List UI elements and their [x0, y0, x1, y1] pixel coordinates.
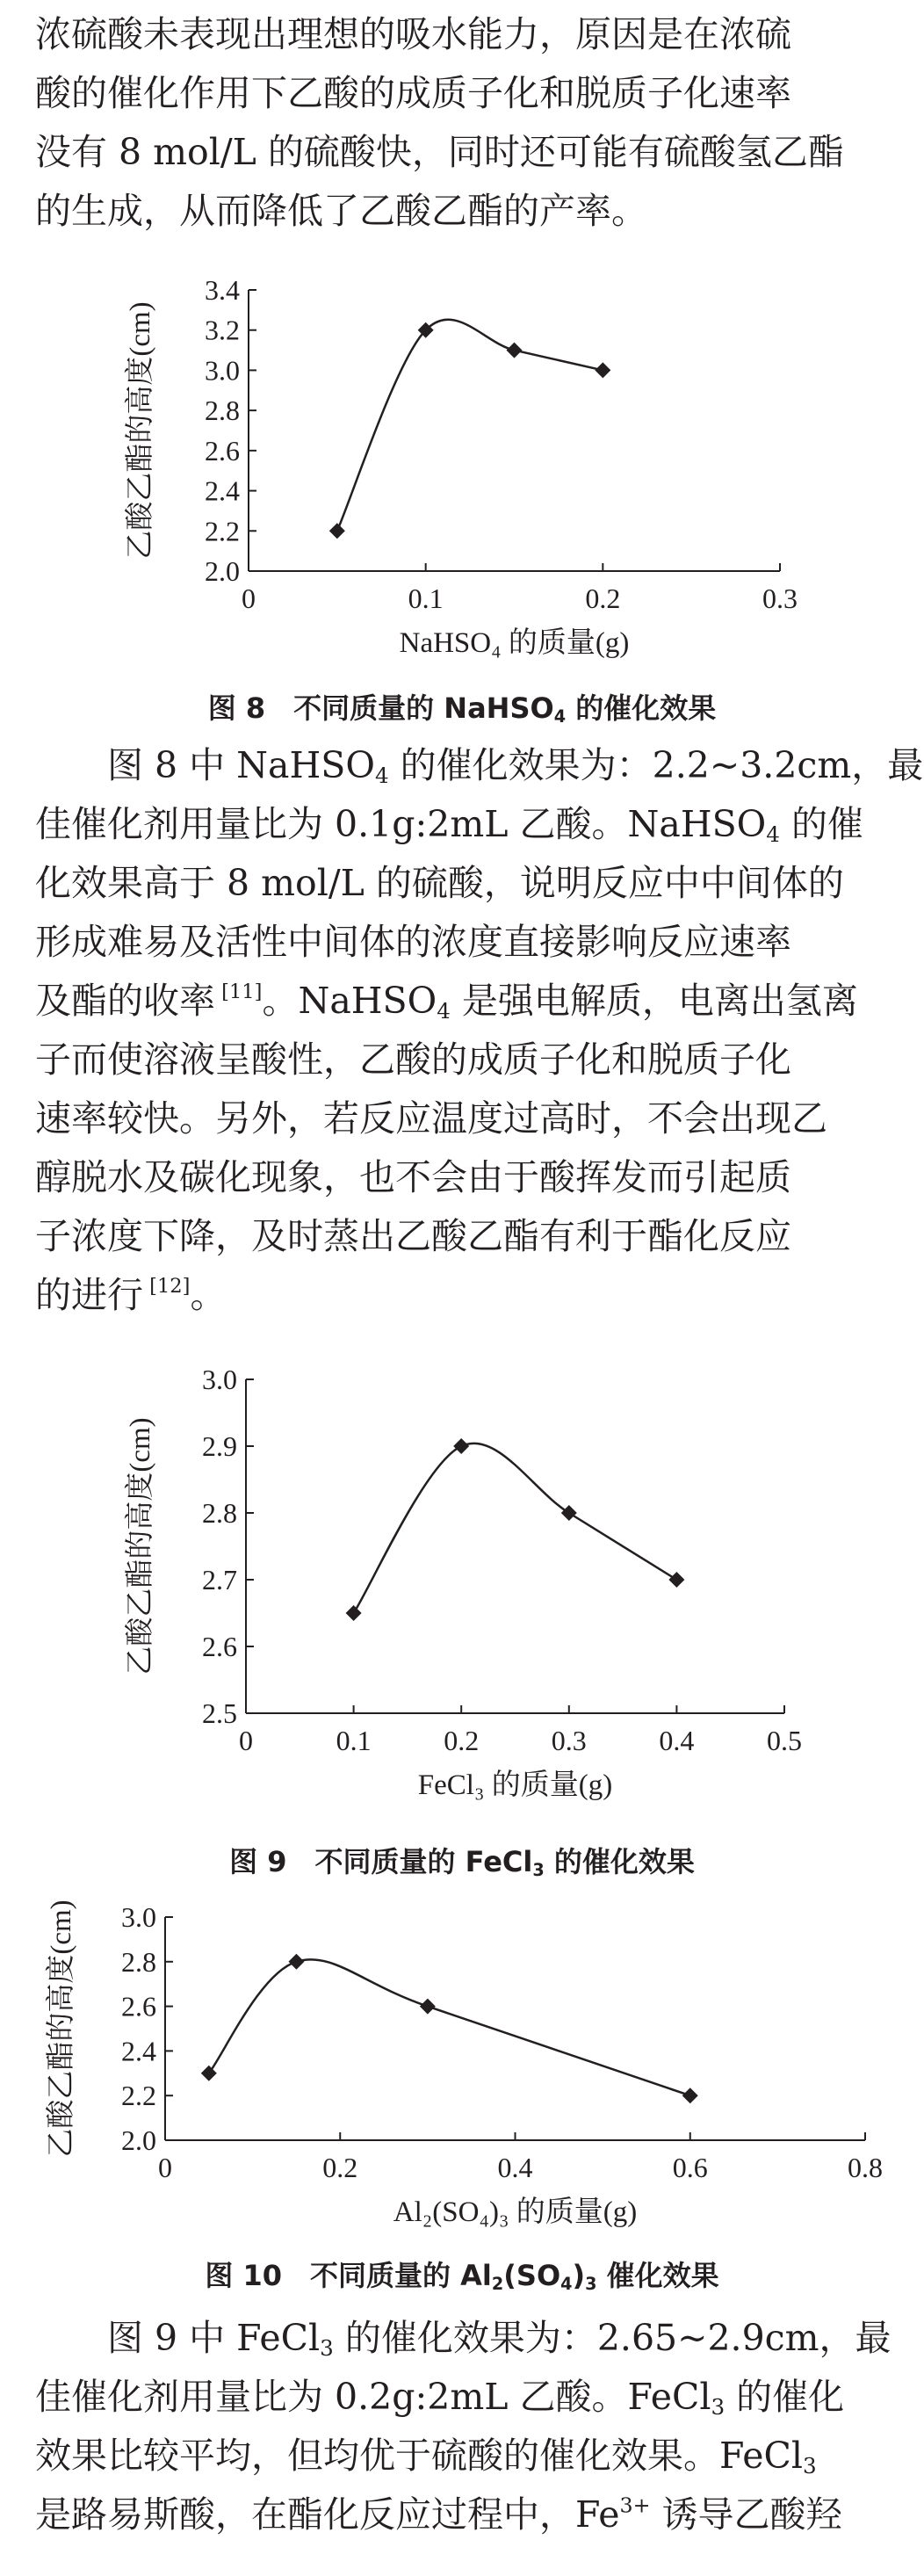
x-tick-label: 0 [239, 1725, 253, 1756]
x-tick-label: 0.1 [336, 1725, 372, 1756]
text-line: 浓硫酸未表现出理想的吸水能力，原因是在浓硫 [35, 13, 791, 55]
text-line: 醇脱水及碳化现象，也不会由于酸挥发而引起质 [35, 1156, 791, 1198]
paragraph-2 [35, 736, 924, 1325]
y-tick-label: 2.2 [121, 2080, 156, 2112]
y-tick-label: 2.6 [121, 1990, 156, 2022]
y-tick-label: 2.0 [121, 2124, 156, 2156]
figure-8-chart [0, 264, 924, 662]
x-axis-label: NaHSO₄ 的质量(g) [399, 627, 630, 659]
x-tick-label: 0 [158, 2152, 172, 2183]
data-point [346, 1605, 362, 1621]
x-tick-label: 0.6 [672, 2152, 708, 2183]
series-line [209, 1959, 690, 2095]
x-tick-label: 0.3 [551, 1725, 587, 1756]
x-axis-label: FeCl₃ 的质量(g) [417, 1769, 613, 1801]
figure-8-caption: 图 8 不同质量的 NaHSO$_4$ 的催化效果 [207, 691, 717, 727]
data-point [682, 2088, 698, 2103]
data-point [595, 362, 610, 378]
series-line [337, 320, 603, 532]
text-line: 没有 8 mol/L 的硫酸快，同时还可能有硫酸氢乙酯 [35, 131, 844, 173]
paragraph-3 [35, 2309, 892, 2544]
y-tick-label: 2.8 [205, 394, 240, 427]
text-line: 化效果高于 8 mol/L 的硫酸，说明反应中中间体的 [35, 862, 844, 904]
data-point [420, 1999, 436, 2015]
figure-10-chart [0, 1880, 924, 2270]
x-axis-label: Al₂(SO₄)₃ 的质量(g) [393, 2196, 638, 2228]
y-tick-label: 3.0 [121, 1901, 156, 1933]
text-line: 子而使溶液呈酸性，乙酸的成质子化和脱质子化 [35, 1038, 791, 1081]
y-axis-label: 乙酸乙酯的高度(cm) [125, 1417, 156, 1675]
data-point [329, 523, 345, 539]
y-axis-label: 乙酸乙酯的高度(cm) [125, 301, 156, 560]
paragraph-1 [35, 5, 889, 241]
series-line [354, 1444, 677, 1613]
data-point [201, 2066, 217, 2081]
y-tick-label: 2.2 [205, 515, 240, 547]
y-tick-label: 2.0 [205, 555, 240, 587]
text-line: 酸的催化作用下乙酸的成质子化和脱质子化速率 [35, 72, 791, 114]
text-line: 佳催化剂用量比为 0.2g:2mL 乙酸。FeCl$_3$ 的催化 [35, 2376, 845, 2420]
data-point [668, 1572, 684, 1588]
y-tick-label: 2.8 [202, 1497, 237, 1529]
x-tick-label: 0.1 [408, 582, 444, 614]
text-line: 图 8 中 NaHSO$_4$ 的催化效果为：2.2~3.2cm，最 [107, 744, 924, 789]
data-point [453, 1438, 469, 1454]
x-tick-label: 0.5 [767, 1725, 802, 1756]
chart-svg [0, 1880, 924, 2267]
text-line: 形成难易及活性中间体的浓度直接影响反应速率 [35, 921, 791, 963]
y-tick-label: 3.2 [205, 314, 240, 346]
y-tick-label: 3.0 [205, 354, 240, 387]
figure-10-caption: 图 10 不同质量的 $Al_2(SO_4)_3$ 催化效果 [205, 2259, 719, 2294]
text-line: 速率较快。另外，若反应温度过高时，不会出现乙 [35, 1097, 827, 1140]
x-tick-label: 0.8 [848, 2152, 883, 2183]
y-tick-label: 2.8 [121, 1945, 156, 1978]
figure-9-caption: 图 9 不同质量的 FeCl$_3$ 的催化效果 [229, 1845, 695, 1880]
x-tick-label: 0.3 [762, 582, 798, 614]
y-tick-label: 2.9 [202, 1430, 237, 1462]
text-line: 及酯的收率 [11]。NaHSO$_4$ 是强电解质，电离出氢离 [35, 980, 858, 1024]
text-line: 佳催化剂用量比为 0.1g:2mL 乙酸。NaHSO$_4$ 的催 [35, 803, 863, 848]
y-tick-label: 3.0 [202, 1364, 237, 1395]
text-line: 是路易斯酸，在酯化反应过程中，$Fe^{3+}$ 诱导乙酸羟 [35, 2493, 842, 2536]
x-tick-label: 0.2 [585, 582, 621, 614]
text-line: 的生成，从而降低了乙酸乙酯的产率。 [35, 190, 647, 232]
text-line: 子浓度下降，及时蒸出乙酸乙酯有利于酯化反应 [35, 1215, 791, 1257]
x-tick-label: 0.2 [322, 2152, 358, 2183]
x-tick-label: 0.4 [659, 1725, 695, 1756]
x-tick-label: 0.2 [444, 1725, 480, 1756]
data-point [561, 1505, 577, 1521]
data-point [507, 343, 523, 358]
y-tick-label: 2.4 [205, 474, 240, 507]
chart-svg [0, 1353, 924, 1823]
x-tick-label: 0.4 [497, 2152, 533, 2183]
y-tick-label: 3.4 [205, 274, 240, 306]
y-tick-label: 2.5 [202, 1697, 237, 1729]
y-tick-label: 2.7 [202, 1564, 237, 1596]
x-tick-label: 0 [242, 582, 256, 614]
y-tick-label: 2.6 [205, 434, 240, 467]
y-axis-label: 乙酸乙酯的高度(cm) [46, 1899, 77, 2158]
data-point [288, 1954, 304, 1970]
text-line: 图 9 中 FeCl$_3$ 的催化效果为：2.65~2.9cm，最 [107, 2317, 892, 2362]
y-tick-label: 2.4 [121, 2035, 156, 2067]
text-line: 效果比较平均，但均优于硫酸的催化效果。FeCl$_3$ [35, 2435, 817, 2479]
figure-9-chart [0, 1353, 924, 1827]
y-tick-label: 2.6 [202, 1631, 237, 1662]
text-line: 的进行 [12]。 [35, 1274, 227, 1316]
chart-svg [0, 264, 924, 659]
